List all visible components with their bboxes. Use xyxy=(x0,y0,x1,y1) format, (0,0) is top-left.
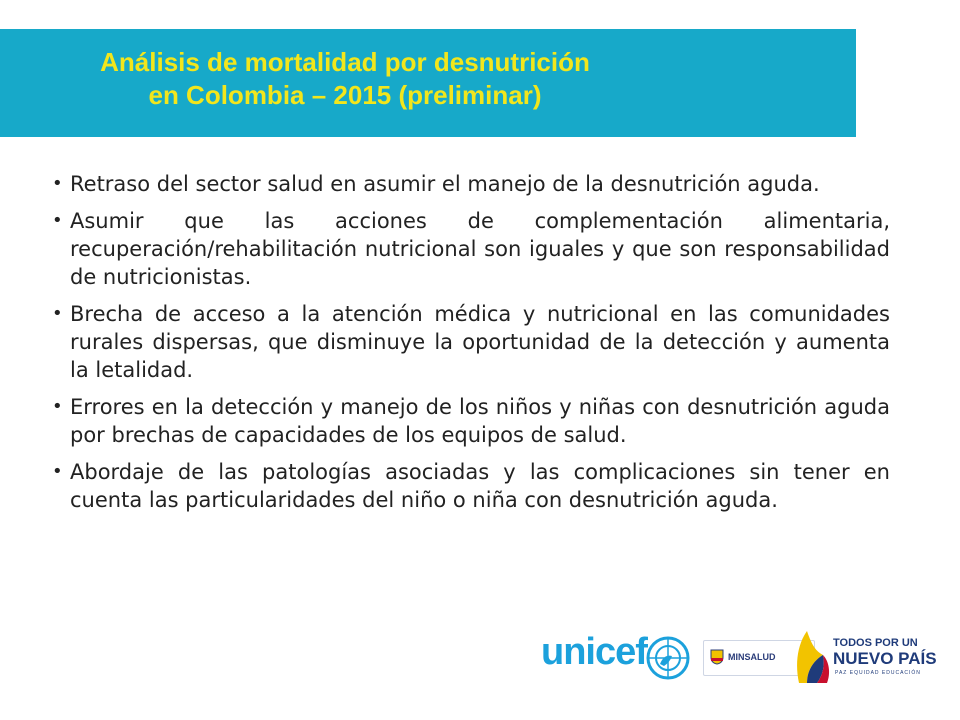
bullet-item xyxy=(50,300,890,384)
bullet-text: Abordaje de las patologías asociadas y las complicaciones sin tener en cuenta las particularidades del niño o niña con desnutrición aguda. xyxy=(70,460,890,512)
bullet-text: Brecha de acceso a la atención médica y nutricional en las comunidades rurales dispersas, que disminuye la oportunidad de la detección y aumenta la letalidad. xyxy=(70,302,890,382)
unicef-logo: unicef xyxy=(541,631,647,673)
bullet-dot-icon: • xyxy=(52,173,63,194)
bullet-dot-icon: • xyxy=(52,461,63,482)
bullet-item xyxy=(50,170,890,198)
bullet-item xyxy=(50,207,890,291)
unicef-emblem-icon xyxy=(645,635,691,681)
partner-logos xyxy=(535,625,937,695)
colombia-flag-icon xyxy=(793,625,833,687)
nuevo-pais-label: NUEVO PAÍS xyxy=(833,649,937,668)
bullet-list xyxy=(50,170,890,523)
paz-equidad-educacion-label: PAZ EQUIDAD EDUCACIÓN xyxy=(835,670,921,676)
shield-icon xyxy=(710,649,724,665)
bullet-dot-icon: • xyxy=(52,303,63,324)
slide-title-line-2: en Colombia – 2015 (preliminar) xyxy=(148,80,542,110)
bullet-dot-icon: • xyxy=(52,396,63,417)
minsalud-label: MINSALUD xyxy=(728,652,776,662)
bullet-dot-icon: • xyxy=(52,210,63,231)
bullet-item xyxy=(50,458,890,514)
bullet-text: Retraso del sector salud en asumir el manejo de la desnutrición aguda. xyxy=(70,172,820,196)
bullet-text: Asumir que las acciones de complementación alimentaria, recuperación/rehabilitación nutricional son iguales y que son responsabilidad de nutricionistas. xyxy=(70,209,890,289)
slide-title-line-1: Análisis de mortalidad por desnutrición xyxy=(100,47,590,77)
slide-title xyxy=(20,46,670,112)
bullet-text: Errores en la detección y manejo de los niños y niñas con desnutrición aguda por brechas de capacidades de los equipos de salud. xyxy=(70,395,890,447)
todos-por-un-label: TODOS POR UN xyxy=(833,637,918,649)
bullet-item xyxy=(50,393,890,449)
